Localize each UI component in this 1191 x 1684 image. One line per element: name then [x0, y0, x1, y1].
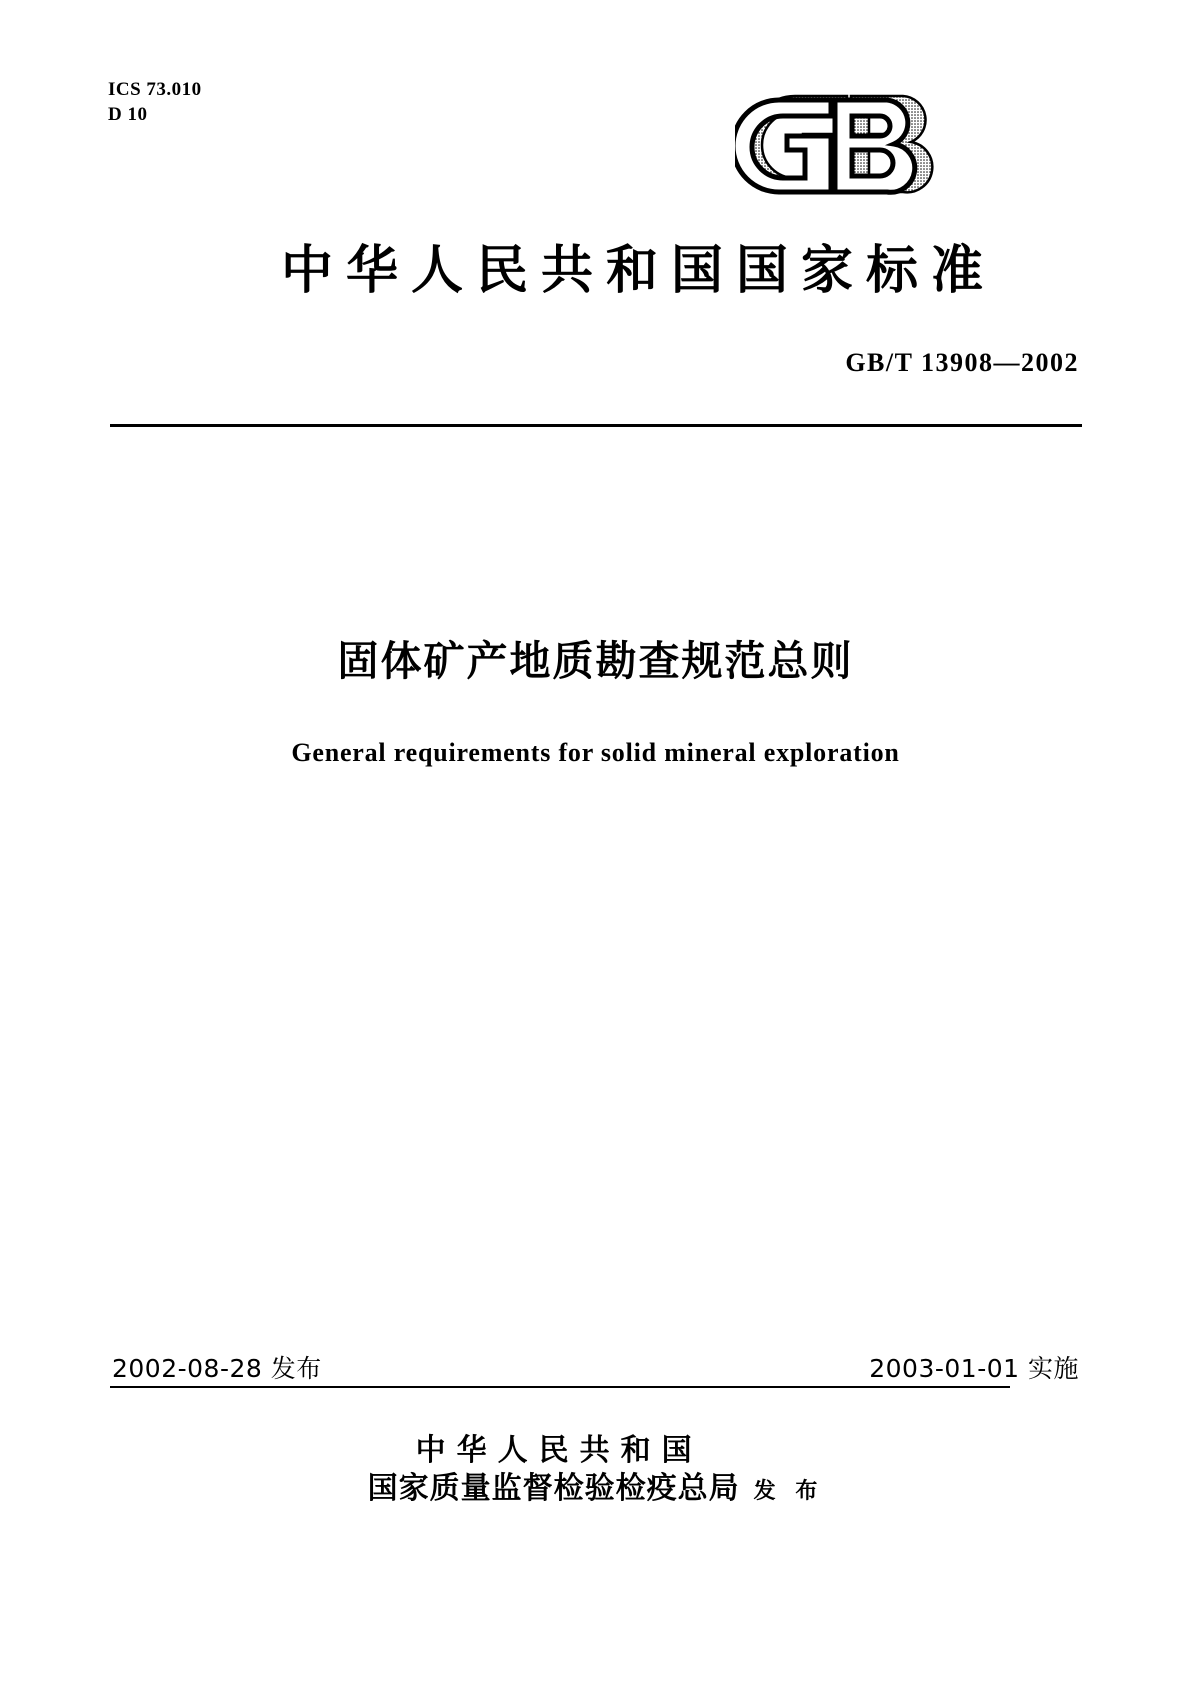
gb-emblem — [735, 90, 940, 200]
publisher-name — [368, 1432, 740, 1509]
page-title: 中华人民共和国国家标准 — [280, 241, 996, 301]
document-title-english: General requirements for solid mineral exploration — [291, 738, 900, 767]
ics-number: ICS 73.010 — [108, 79, 202, 100]
footer-divider — [110, 1386, 1010, 1388]
publisher-verb: 发 布 — [753, 1478, 824, 1504]
standard-number: GB/T 13908—2002 — [845, 348, 1079, 377]
document-title-chinese: 固体矿产地质勘查规范总则 — [337, 637, 854, 685]
publisher-block — [0, 1432, 1191, 1509]
issue-date: 2002-08-28 发布 — [112, 1354, 322, 1383]
publisher-name-line1: 中华人民共和国 — [415, 1433, 703, 1468]
ics-category-code: D 10 — [108, 103, 148, 125]
effective-date: 2003-01-01 实施 — [869, 1354, 1079, 1383]
header-divider — [110, 424, 1082, 427]
ics-classification-block — [108, 78, 202, 127]
publisher-name-line2: 国家质量监督检验检疫总局 — [367, 1471, 740, 1507]
